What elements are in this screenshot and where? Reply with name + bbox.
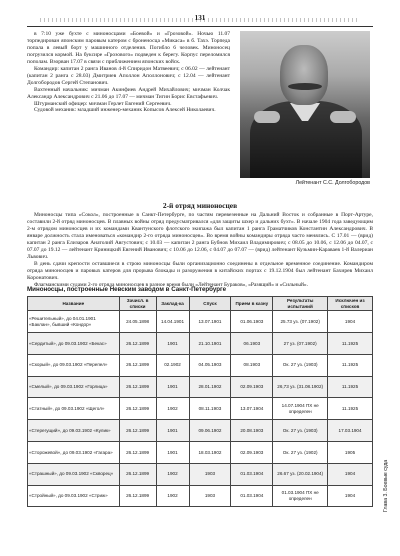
table-cell: «Смелый», до 09.03.1902 «Горлица» <box>28 376 120 398</box>
table-row <box>28 398 373 420</box>
table-cell: 26.12.1899 <box>119 398 156 420</box>
table-cell: 24.05.1898 <box>119 311 156 333</box>
table-cell: 1901 <box>156 376 189 398</box>
table-cell: Ок. 27 уз. (1902) <box>273 441 328 463</box>
column-header: Прием в казну <box>231 297 273 311</box>
table-row <box>28 354 373 376</box>
paragraph: В день сдачи крепости оставшиеся в строю миноносцы были организационно соединены в отдельное временное соединение. Командиром отряда миноносцев и паровых катеров для прорыва блокады и разоружения в китайских портах с 19.12.1904 был лейтенант Бахирев Михаил Коронатович. <box>27 260 373 281</box>
table-cell: «Скорый», до 09.03.1902 «Перепел» <box>28 354 120 376</box>
table-cell: 11.1925 <box>328 398 373 420</box>
table-row <box>28 463 373 485</box>
table-cell: 26.12.1899 <box>119 420 156 442</box>
paragraph: Командир: капитан 2 ранга Иванов 4-й Спиридон Матвеевич; с 06.02 — лейтенант (капитан 2 ранга с 28.03) Дмитриев Аполлон Аполлонович; с 12.04 — лейтенант Долгобородов Сергей Степанович. <box>27 65 230 86</box>
table-cell: 14.07.1904 ПХ не определен <box>273 398 328 420</box>
table-cell: 01.06.1903 <box>231 311 273 333</box>
table-cell: 04.05.1903 <box>189 354 231 376</box>
table-cell: 26.12.1899 <box>119 441 156 463</box>
header-rule <box>27 26 373 27</box>
table-cell: «Стройный», до 09.03.1902 «Стриж» <box>28 485 120 507</box>
table-cell: 02.1902 <box>156 354 189 376</box>
table-cell: 18.03.1902 <box>189 441 231 463</box>
table-cell: 26.12.1899 <box>119 463 156 485</box>
section-title: 2-й отряд миноносцев <box>162 201 238 210</box>
photo-caption: Лейтенант С.С. Долгобородов <box>295 180 370 186</box>
chapter-side-label: Глава 3. Боевые суда <box>383 459 389 512</box>
table-cell: 1902 <box>156 485 189 507</box>
table-cell: 13.07.1901 <box>189 311 231 333</box>
table-cell: 1902 <box>156 398 189 420</box>
table-row <box>28 311 373 333</box>
table-cell: 1902 <box>156 463 189 485</box>
table-cell: «Статный», до 09.03.1902 «Щегол» <box>28 398 120 420</box>
table-cell: 14.04.1901 <box>156 311 189 333</box>
left-column <box>27 31 230 114</box>
table-cell: 09.06.1902 <box>189 420 231 442</box>
table-cell: 11.1925 <box>328 354 373 376</box>
column-header: Исключен из списков <box>328 297 373 311</box>
table-cell: 21.10.1901 <box>189 332 231 354</box>
table-cell: 08.1903 <box>231 354 273 376</box>
paragraph: в 7:10 уже бухте с миноносцами «Боевой» и «Грозовой». Ночью 11.07 торпедирован японским паровым катером с броненосца «Микаса» в б. Тахэ. Торпеда попала в левый борт у машинного отделения. Погибло 6 человек. Миноносец погрузился кормой. На буксире «Грозового» подведен к берегу. Корпус переломился пополам. Взорван 17.07 в связи с приближением японских войск. <box>27 31 230 65</box>
table-cell: 25.73 уз. (07.1902) <box>273 311 328 333</box>
table-title: Миноносцы, построенные Невским заводом в Санкт-Петербурге <box>27 286 227 293</box>
paragraph: Миноносцы типа «Сокол», построенные в Санкт-Петербурге, по частям перевезенные на Дальний Восток и собранные в Порт-Артуре, составили 2-й отряд миноносцев. В плавных войны отряд предусматривался «для защиты шхер и дальних бухт». В начале 1904 года заведующим 2-м отрядом миноносцев и их командами Квантунского флотского экипажа был капитан 1 ранга Граматчиков Константин Александрович. В январе должность стала именоваться «командир 2-го отряда миноносцев». Во время войны командиры отряда часто менялись. С 17.01 — (врид) капитан 2 ранга Елизаров Анатолий Августович; с 10.03 — капитан 2 ранга Бубнов Михаил Владимирович; с 08.05 до 10.06, с 12.06 до 04.07, с 07.07 до 19.12 — лейтенант Криницкий Евгений Иванович; с 10.06 до 12.06, с 04.07 до 07.07 — (врид) лейтенант Кузьмин-Караваев 1-й Валериан Львович. <box>27 212 373 260</box>
table-cell: 26.12.1899 <box>119 376 156 398</box>
table-cell: 1905 <box>328 441 373 463</box>
column-header: Зачисл. в списки <box>119 297 156 311</box>
table-row <box>28 332 373 354</box>
section-body <box>27 212 373 288</box>
table-cell: 13.07.1904 <box>231 398 273 420</box>
column-header: Спуск <box>189 297 231 311</box>
paragraph: Вахтенный начальник: мичман Акинфиев Андрей Михайлович; мичман Колчак Александр Александрович с 21.06 до 17.07 — мичман Тигин Борис Евстафьевич. <box>27 86 230 100</box>
table-cell: 11.1925 <box>328 332 373 354</box>
table-cell: 11.1925 <box>328 376 373 398</box>
table-cell: «Стерегущий», до 09.03.1902 «Кулик» <box>28 420 120 442</box>
table-cell: 01.03.1904 <box>231 463 273 485</box>
table-row <box>28 376 373 398</box>
table-cell: 1903 <box>189 463 231 485</box>
paragraph: Флагманскими судами 2-го отряда миноносцев в разное время были «Лейтенант Бураков», «Разящий» и «Сильный». <box>34 281 309 288</box>
photo-epaulet-right <box>330 111 356 123</box>
table-cell: 02.09.1903 <box>231 441 273 463</box>
table-cell: 1904 <box>328 311 373 333</box>
table-cell: 26,73 уз. (31.08.1902) <box>273 376 328 398</box>
table-cell: 26.12.1899 <box>119 485 156 507</box>
table-cell: 1901 <box>156 420 189 442</box>
table-cell: 1904 <box>328 485 373 507</box>
table-cell: «Сердитый», до 09.03.1902 «Бекас» <box>28 332 120 354</box>
table-row <box>28 441 373 463</box>
portrait-photo <box>240 31 370 178</box>
table-cell: 06.1903 <box>231 332 273 354</box>
table-cell: Ок. 27 уз. (1903) <box>273 420 328 442</box>
table-cell: 1901 <box>156 441 189 463</box>
table-cell: «Страшный», до 09.03.1902 «Скворец» <box>28 463 120 485</box>
table-cell: 01.03.1904 ПХ не определен <box>273 485 328 507</box>
table-cell: 26.12.1899 <box>119 332 156 354</box>
table-cell: 26.67 уз. (20.02.1904) <box>273 463 328 485</box>
table-header-row <box>28 297 373 311</box>
table-cell: 1903 <box>189 485 231 507</box>
photo-mustache <box>288 83 322 90</box>
table-cell: 02.09.1903 <box>231 376 273 398</box>
column-header: Название <box>28 297 120 311</box>
table-cell: 17.03.1904 <box>328 420 373 442</box>
table-cell: 1904 <box>328 463 373 485</box>
table-row <box>28 420 373 442</box>
column-header: Результаты испытаний <box>273 297 328 311</box>
paragraph: Штурманский офицер: мичман Герлет Евгений Сергеевич. <box>34 100 172 107</box>
page-number: 131 <box>194 14 206 22</box>
photo-head <box>280 45 328 105</box>
table-cell: 01.03.1904 <box>231 485 273 507</box>
table-cell: «Сторожевой», до 09.03.1902 «Гагара» <box>28 441 120 463</box>
table-cell: Ок. 27 уз. (1903) <box>273 354 328 376</box>
table-cell: 08.11.1903 <box>189 398 231 420</box>
table-cell: 26.12.1899 <box>119 354 156 376</box>
paragraph: Судовой механик: младший инженер-механик Копысов Алексей Николаевич. <box>34 107 216 114</box>
table-cell: 27 уз. (07.1902) <box>273 332 328 354</box>
column-header: Заклад-ка <box>156 297 189 311</box>
photo-epaulet-left <box>254 111 280 123</box>
table-cell: «Решительный», до 04.01.1901 «Баклан», бывший «Кондор» <box>28 311 120 333</box>
table-row <box>28 485 373 507</box>
ships-table <box>27 296 373 507</box>
table-cell: 28.01.1902 <box>189 376 231 398</box>
table-cell: 1901 <box>156 332 189 354</box>
table-cell: 20.08.1903 <box>231 420 273 442</box>
